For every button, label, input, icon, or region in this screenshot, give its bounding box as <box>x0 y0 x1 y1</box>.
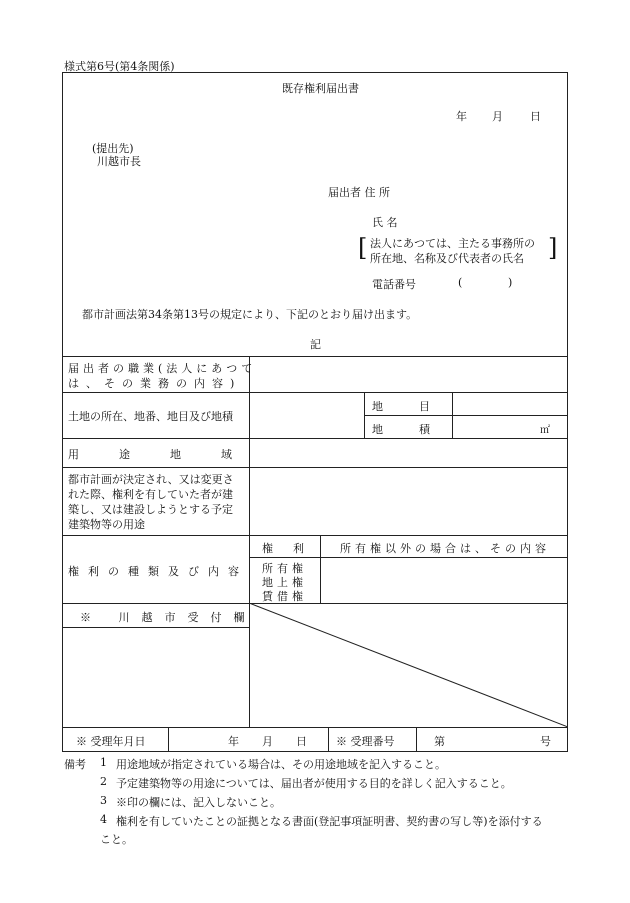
col-divider <box>328 727 329 752</box>
note-3-text: ※印の欄には、記入しないこと。 <box>116 796 281 809</box>
receipt-number-label: ※ 受理番号 <box>336 735 395 748</box>
note-2-num: 2 <box>100 775 107 788</box>
reception-diagonal <box>249 603 568 727</box>
land-category-label: 地目 <box>372 400 466 413</box>
right-bracket: ] <box>548 234 558 262</box>
use-zone-label: 用途地域 <box>68 448 272 461</box>
form-title: 既存権利届出書 <box>282 82 359 95</box>
right-ownership: 所有権 <box>262 562 307 575</box>
row-divider <box>62 438 568 439</box>
note-4-num: 4 <box>100 813 107 826</box>
planned-use-line3: 築し、又は建設しようとする予定 <box>68 503 233 516</box>
ki-mark: 記 <box>310 338 321 351</box>
right-lease: 賃借権 <box>262 590 307 603</box>
occupation-label-line2: は、その業務の内容) <box>68 377 242 390</box>
corp-note-line2: 所在地、名称及び代表者の氏名 <box>370 252 524 265</box>
notes-label: 備考 <box>64 758 86 771</box>
applicant-name-label: 氏 名 <box>372 216 398 229</box>
rights-header: 権利 <box>262 542 324 555</box>
rights-label: 権利の種類及び内容 <box>68 565 248 578</box>
date-day: 日 <box>530 110 541 123</box>
occupation-label-line1: 届出者の職業(法人にあつて <box>68 362 257 375</box>
phone-label: 電話番号 <box>372 278 416 291</box>
applicant-address-label: 届出者 住 所 <box>328 186 390 199</box>
form-number: 様式第6号(第4条関係) <box>64 60 175 73</box>
received-day: 日 <box>296 735 307 748</box>
note-4-text: 権利を有していたことの証拠となる書面(登記事項証明書、契約書の写し等)を添付する <box>116 815 543 828</box>
area-unit: ㎡ <box>540 425 550 436</box>
statement: 都市計画法第34条第13号の規定により、下記のとおり届け出ます。 <box>82 308 418 321</box>
date-month: 月 <box>492 110 503 123</box>
planned-use-line4: 建築物等の用途 <box>68 518 145 531</box>
phone-paren-open: ( <box>458 276 463 289</box>
rights-other-header: 所有権以外の場合は、その内容 <box>340 542 550 555</box>
col-divider <box>168 727 169 752</box>
corp-note-line1: 法人にあつては、主たる事務所の <box>370 237 535 250</box>
note-4-continuation: こと。 <box>100 833 133 846</box>
row-divider <box>364 415 568 416</box>
row-divider <box>62 467 568 468</box>
planned-use-line1: 都市計画が決定され、又は変更さ <box>68 473 234 486</box>
received-year: 年 <box>228 735 239 748</box>
left-bracket: [ <box>358 234 368 262</box>
land-area-label: 地積 <box>372 423 466 436</box>
land-location-label: 土地の所在、地番、地目及び地積 <box>68 410 233 423</box>
reception-label: ※ 川越市受付欄 <box>80 611 257 624</box>
date-year: 年 <box>456 110 467 123</box>
recipient-name: 川越市長 <box>97 155 141 168</box>
planned-use-line2: れた際、権利を有していた者が建 <box>68 488 233 501</box>
note-3-num: 3 <box>100 794 107 807</box>
right-surface: 地上権 <box>262 576 307 589</box>
row-divider <box>62 356 568 357</box>
row-divider <box>62 392 568 393</box>
col-divider <box>416 727 417 752</box>
row-divider <box>62 535 568 536</box>
col-divider <box>364 392 365 438</box>
received-date-label: ※ 受理年月日 <box>76 735 146 748</box>
received-month: 月 <box>262 735 273 748</box>
row-divider <box>62 627 249 628</box>
row-divider <box>249 557 568 558</box>
number-suffix: 号 <box>540 735 551 748</box>
note-2-text: 予定建築物等の用途については、届出者が使用する目的を詳しく記入すること。 <box>116 777 512 790</box>
row-divider <box>62 727 568 728</box>
number-prefix: 第 <box>434 735 445 748</box>
phone-paren-close: ) <box>508 276 513 289</box>
note-1-text: 用途地域が指定されている場合は、その用途地域を記入すること。 <box>116 758 446 771</box>
recipient-label: (提出先) <box>92 142 134 155</box>
note-1-num: 1 <box>100 756 107 769</box>
